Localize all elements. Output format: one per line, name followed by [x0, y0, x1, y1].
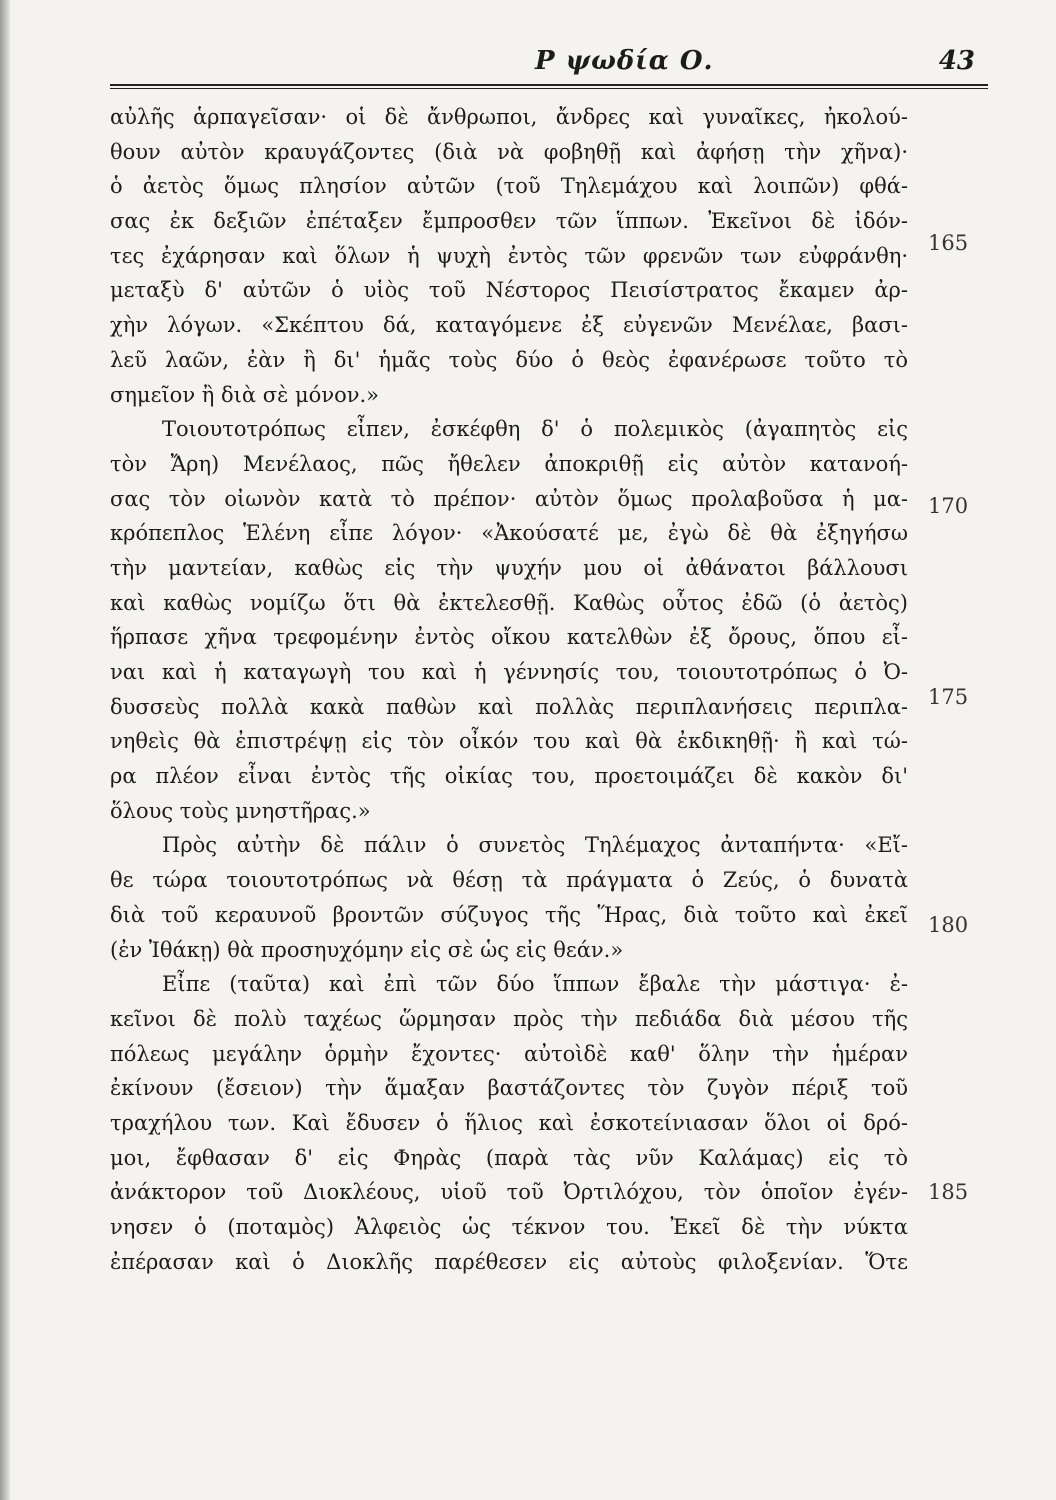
page-edge-shadow: [0, 0, 10, 1500]
text-line: τες ἐχάρησαν καὶ ὅλων ἡ ψυχὴ ἐντὸς τῶν φρενῶν των εὐφράνθη·: [110, 243, 908, 268]
text-line: σας τὸν οἰωνὸν κατὰ τὸ πρέπον· αὐτὸν ὅμως προλαβοῦσα ἡ μα-: [110, 486, 908, 511]
line-number: 180: [928, 913, 969, 937]
text-line: μοι, ἔφθασαν δ' εἰς Φηρὰς (παρὰ τὰς νῦν Καλάμας) εἰς τὸ: [110, 1145, 908, 1170]
text-line: Πρὸς αὐτὴν δὲ πάλιν ὁ συνετὸς Τηλέμαχος ἀνταπήντα· «Εἴ-: [162, 833, 908, 858]
text-line: (ἐν Ἰθάκῃ) θὰ προσηυχόμην εἰς σὲ ὡς εἰς θεάν.»: [110, 937, 624, 962]
line-number: 185: [928, 1180, 969, 1204]
text-line: καὶ καθὼς νομίζω ὅτι θὰ ἐκτελεσθῇ. Καθὼς οὗτος ἐδῶ (ὁ ἀετὸς): [110, 590, 908, 615]
text-line: ὅλους τοὺς μνηστῆρας.»: [110, 798, 371, 823]
text-line: χὴν λόγων. «Σκέπτου δά, καταγόμενε ἐξ εὐγενῶν Μενέλαε, βασι-: [110, 313, 908, 338]
text-line: τὴν μαντείαν, καθὼς εἰς τὴν ψυχήν μου οἱ ἀθάνατοι βάλλουσι: [110, 555, 908, 580]
text-line: ἥρπασε χῆνα τρεφομένην ἐντὸς οἴκου κατελθὼν ἐξ ὄρους, ὅπου εἶ-: [110, 625, 908, 650]
text-line: κεῖνοι δὲ πολὺ ταχέως ὥρμησαν πρὸς τὴν πεδιάδα διὰ μέσου τῆς: [110, 1006, 908, 1031]
text-line: Τοιουτοτρόπως εἶπεν, ἐσκέφθη δ' ὁ πολεμικὸς (ἀγαπητὸς εἰς: [162, 417, 908, 442]
text-line: μεταξὺ δ' αὐτῶν ὁ υἱὸς τοῦ Νέστορος Πεισίστρατος ἔκαμεν ἀρ-: [110, 278, 908, 303]
text-line: τραχήλου των. Καὶ ἔδυσεν ὁ ἥλιος καὶ ἐσκοτείνιασαν ὅλοι οἱ δρό-: [110, 1110, 908, 1135]
text-line: σημεῖον ἢ διὰ σὲ μόνον.»: [110, 382, 380, 407]
text-line: πόλεως μεγάλην ὁρμὴν ἔχοντες· αὐτοὶδὲ καθ' ὅλην τὴν ἡμέραν: [110, 1041, 908, 1066]
text-line: νησεν ὁ (ποταμὸς) Ἀλφειὸς ὡς τέκνον του. Ἐκεῖ δὲ τὴν νύκτα: [110, 1215, 908, 1239]
text-line: αὐλῆς ἁρπαγεῖσαν· οἱ δὲ ἄνθρωποι, ἄνδρες καὶ γυναῖκες, ἠκολού-: [110, 105, 908, 129]
text-line: ρα πλέον εἶναι ἐντὸς τῆς οἰκίας του, προετοιμάζει δὲ κακὸν δι': [110, 764, 908, 789]
body-text: [110, 100, 908, 1279]
text-line: τὸν Ἄρη) Μενέλαος, πῶς ἤθελεν ἀποκριθῇ εἰς αὐτὸν κατανοή-: [110, 451, 908, 476]
text-line: κρόπεπλος Ἑλένη εἶπε λόγον· «Ἀκούσατέ με, ἐγὼ δὲ θὰ ἐξηγήσω: [110, 521, 908, 546]
page-number: 43: [938, 46, 975, 76]
running-title: Ρ ψωδία Ο.: [535, 46, 714, 76]
text-line: σας ἐκ δεξιῶν ἐπέταξεν ἔμπροσθεν τῶν ἵππων. Ἐκεῖνοι δὲ ἰδόν-: [110, 209, 908, 234]
text-line: ἀνάκτορον τοῦ Διοκλέους, υἱοῦ τοῦ Ὀρτιλόχου, τὸν ὁποῖον ἐγέν-: [110, 1180, 908, 1205]
header-rule: [110, 84, 988, 89]
text-line: λεῦ λαῶν, ἐὰν ἢ δι' ἡμᾶς τοὺς δύο ὁ θεὸς ἐφανέρωσε τοῦτο τὸ: [110, 347, 908, 372]
line-number: 165: [928, 231, 969, 255]
text-line: διὰ τοῦ κεραυνοῦ βροντῶν σύζυγος τῆς Ἥρας, διὰ τοῦτο καὶ ἐκεῖ: [110, 902, 908, 927]
text-line: ἐκίνουν (ἔσειον) τὴν ἅμαξαν βαστάζοντες τὸν ζυγὸν πέριξ τοῦ: [110, 1076, 908, 1101]
text-line: Εἶπε (ταῦτα) καὶ ἐπὶ τῶν δύο ἵππων ἔβαλε τὴν μάστιγα· ἐ-: [162, 972, 908, 997]
page-header: [110, 44, 990, 84]
text-line: ἐπέρασαν καὶ ὁ Διοκλῆς παρέθεσεν εἰς αὐτοὺς φιλοξενίαν. Ὅτε: [110, 1249, 908, 1274]
line-number: 175: [928, 685, 969, 709]
text-line: νηθεὶς θὰ ἐπιστρέψῃ εἰς τὸν οἶκόν του καὶ θὰ ἐκδικηθῇ· ἢ καὶ τώ-: [110, 729, 908, 754]
text-line: δυσσεὺς πολλὰ κακὰ παθὼν καὶ πολλὰς περιπλανήσεις περιπλα-: [110, 694, 908, 719]
text-line: θουν αὐτὸν κραυγάζοντες (διὰ νὰ φοβηθῇ καὶ ἀφήσῃ τὴν χῆνα)·: [110, 139, 908, 164]
line-number: 170: [928, 494, 969, 518]
text-line: ναι καὶ ἡ καταγωγὴ του καὶ ἡ γέννησίς του, τοιουτοτρόπως ὁ Ὀ-: [110, 660, 908, 684]
text-line: ὁ ἀετὸς ὅμως πλησίον αὐτῶν (τοῦ Τηλεμάχου καὶ λοιπῶν) φθά-: [110, 174, 908, 199]
text-line: θε τώρα τοιουτοτρόπως νὰ θέσῃ τὰ πράγματα ὁ Ζεύς, ὁ δυνατὰ: [110, 868, 908, 893]
